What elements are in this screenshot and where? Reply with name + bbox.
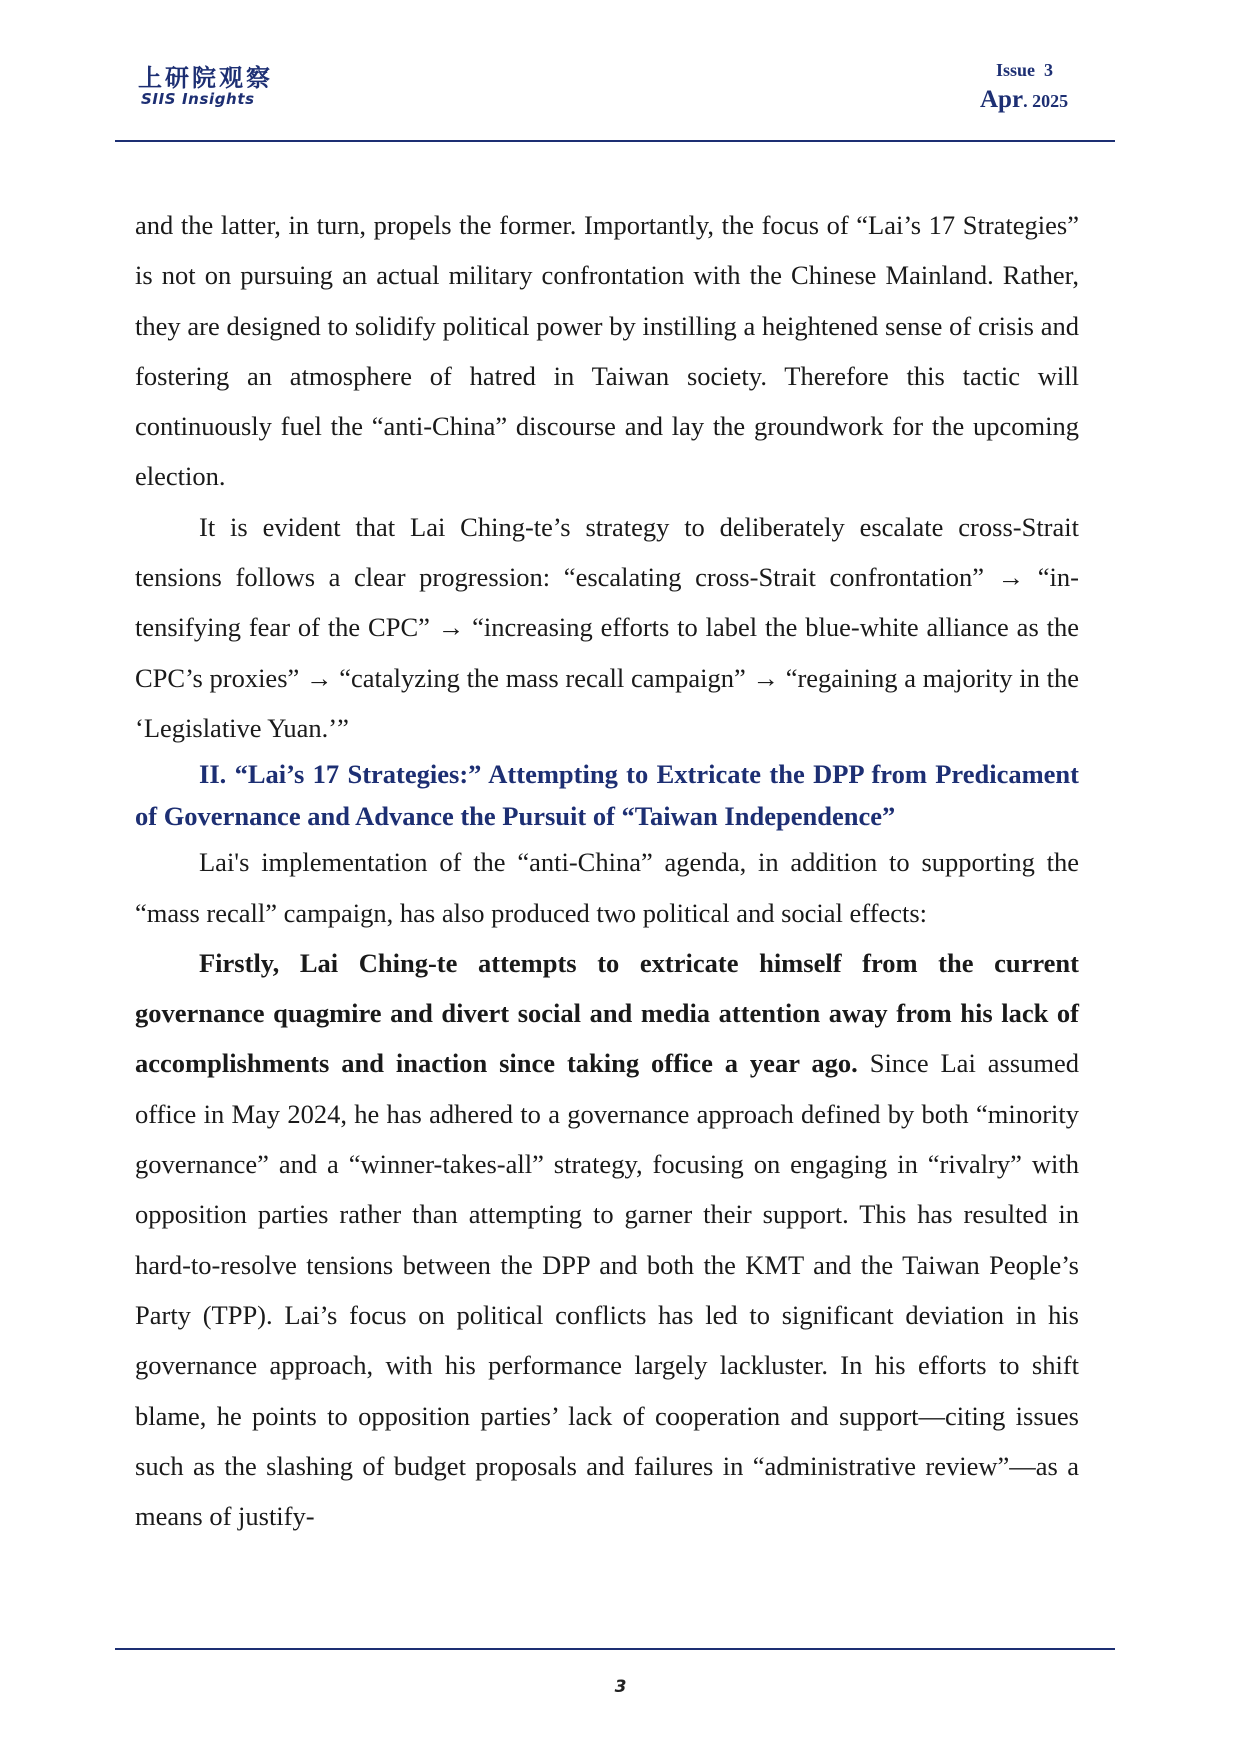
first-effect-lead: Firstly, Lai Ching-te attempts to extricate himself from the current governance quagmire and divert social and media attention away from his lack of accomplishments and inaction since taking office a year ago. bbox=[135, 947, 1079, 1079]
paragraph-continued: and the latter, in turn, propels the former. Importantly, the focus of “Lai’s 17 Strategies” is not on pursuing an actual military confrontation with the Chinese Mainland. Rather, they are designed to solidify political power by instilling a heightened sense of crisis and fostering an atmosphere of hatred in Taiwan society. Therefore this tactic will continuously fuel the “anti-China” discourse and lay the groundwork for the upcoming election. bbox=[135, 210, 1079, 492]
footer-divider bbox=[115, 1648, 1115, 1650]
paragraph-first-effect bbox=[135, 938, 1079, 1542]
issue-number: Issue 3 bbox=[996, 60, 1054, 80]
article-body bbox=[135, 200, 1079, 1541]
paragraph-effects-intro: Lai's implementation of the “anti-China” agenda, in addition to supporting the “mass recall” campaign, has also produced two political and social effects: bbox=[135, 847, 1079, 928]
page-number: 3 bbox=[614, 1677, 627, 1697]
issue-month: Apr bbox=[980, 86, 1024, 113]
publication-logo-english: SIIS Insights bbox=[141, 90, 255, 108]
issue-year: . 2025 bbox=[1023, 91, 1069, 111]
first-effect-text: Since Lai assumed office in May 2024, he has adhered to a governance approach defined by both “minority governance” and a “winner-takes-all” strategy, focusing on engaging in “rivalry” with opposition parties rather than attempting to garner their support. This has resulted in hard-to-resolve tensions between the DPP and both the KMT and the Taiwan People’s Party (TPP). Lai’s focus on political conflicts has led to significant deviation in his governance approach, with his performance largely lackluster. In his efforts to shift blame, he points to opposition parties’ lack of cooperation and support—citing issues such as the slashing of budget proposals and failures in “administrative review”—as a means of justify- bbox=[135, 1048, 1079, 1532]
section-heading: II. “Lai’s 17 Strategies:” Attempting to Extricate the DPP from Predicament of Governance and Advance the Pursuit of “Taiwan Independence” bbox=[135, 759, 1079, 832]
publication-logo-chinese: 上研院观察 bbox=[138, 63, 273, 92]
header-divider bbox=[115, 140, 1115, 142]
paragraph-progression: It is evident that Lai Ching-te’s strategy to deliberately escalate cross-Strait tensions follows a clear progression: “escalating cross-Strait confrontation” → “intensifying fear of the CPC” → “increasing efforts to label the blue-white alliance as the CPC’s proxies” → “catalyzing the mass recall campaign” → “regaining a majority in the ‘Legislative Yuan.’” bbox=[135, 511, 1079, 743]
issue-date bbox=[980, 86, 1068, 114]
